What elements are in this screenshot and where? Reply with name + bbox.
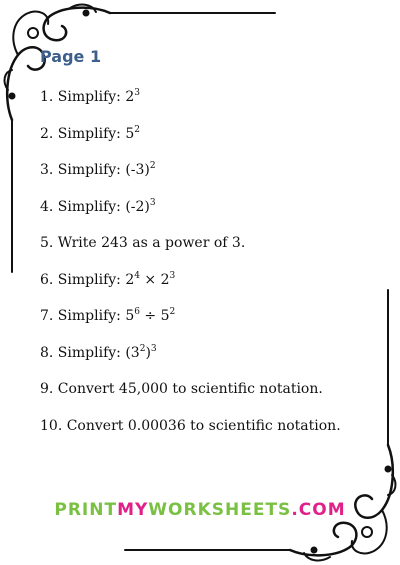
question-prefix: 10. Convert 0.00036 to scientific notation. — [40, 417, 341, 434]
page-title: Page 1 — [40, 47, 102, 66]
brand-part: PRINT — [54, 500, 118, 520]
question-prefix: 5. Write 243 as a power of 3. — [40, 235, 246, 251]
question-prefix: 4. Simplify: (-2) — [40, 198, 150, 215]
question-prefix: 8. Simplify: (3 — [40, 344, 140, 361]
question-prefix: 9. Convert 45,000 to scientific notation. — [40, 381, 323, 397]
question-item — [40, 270, 341, 307]
question-item — [40, 124, 341, 161]
question-sup2: 2 — [169, 307, 176, 317]
question-prefix: 6. Simplify: 2 — [40, 271, 135, 288]
question-sup: 4 — [134, 270, 140, 281]
question-item — [40, 87, 341, 124]
question-prefix: 2. Simplify: 5 — [40, 125, 135, 142]
question-item — [40, 416, 341, 453]
brand-part: WORKSHEETS — [148, 500, 292, 520]
brand-part: MY — [117, 500, 149, 520]
question-item — [40, 160, 341, 197]
question-sup2: 3 — [169, 270, 176, 281]
question-sup2: 3 — [150, 343, 157, 354]
question-sup: 2 — [134, 124, 140, 135]
question-list — [40, 87, 341, 452]
question-prefix: 3. Simplify: (-3) — [40, 162, 150, 178]
brand-logo — [0, 500, 400, 520]
question-sup: 6 — [134, 307, 140, 317]
question-sup: 3 — [149, 197, 156, 208]
question-prefix: 7. Simplify: 5 — [40, 308, 135, 324]
question-item — [40, 343, 341, 380]
question-mid: ÷ 5 — [139, 308, 170, 324]
question-sup: 3 — [134, 88, 140, 98]
brand-part: .COM — [291, 500, 346, 520]
question-item — [40, 197, 341, 234]
question-mid: ) — [145, 344, 151, 361]
question-sup: 2 — [139, 343, 146, 354]
question-sup: 2 — [149, 161, 156, 171]
question-item — [40, 233, 341, 270]
question-item — [40, 306, 341, 343]
question-item — [40, 379, 341, 416]
question-prefix: 1. Simplify: 2 — [40, 89, 135, 105]
question-mid: × 2 — [139, 271, 170, 288]
